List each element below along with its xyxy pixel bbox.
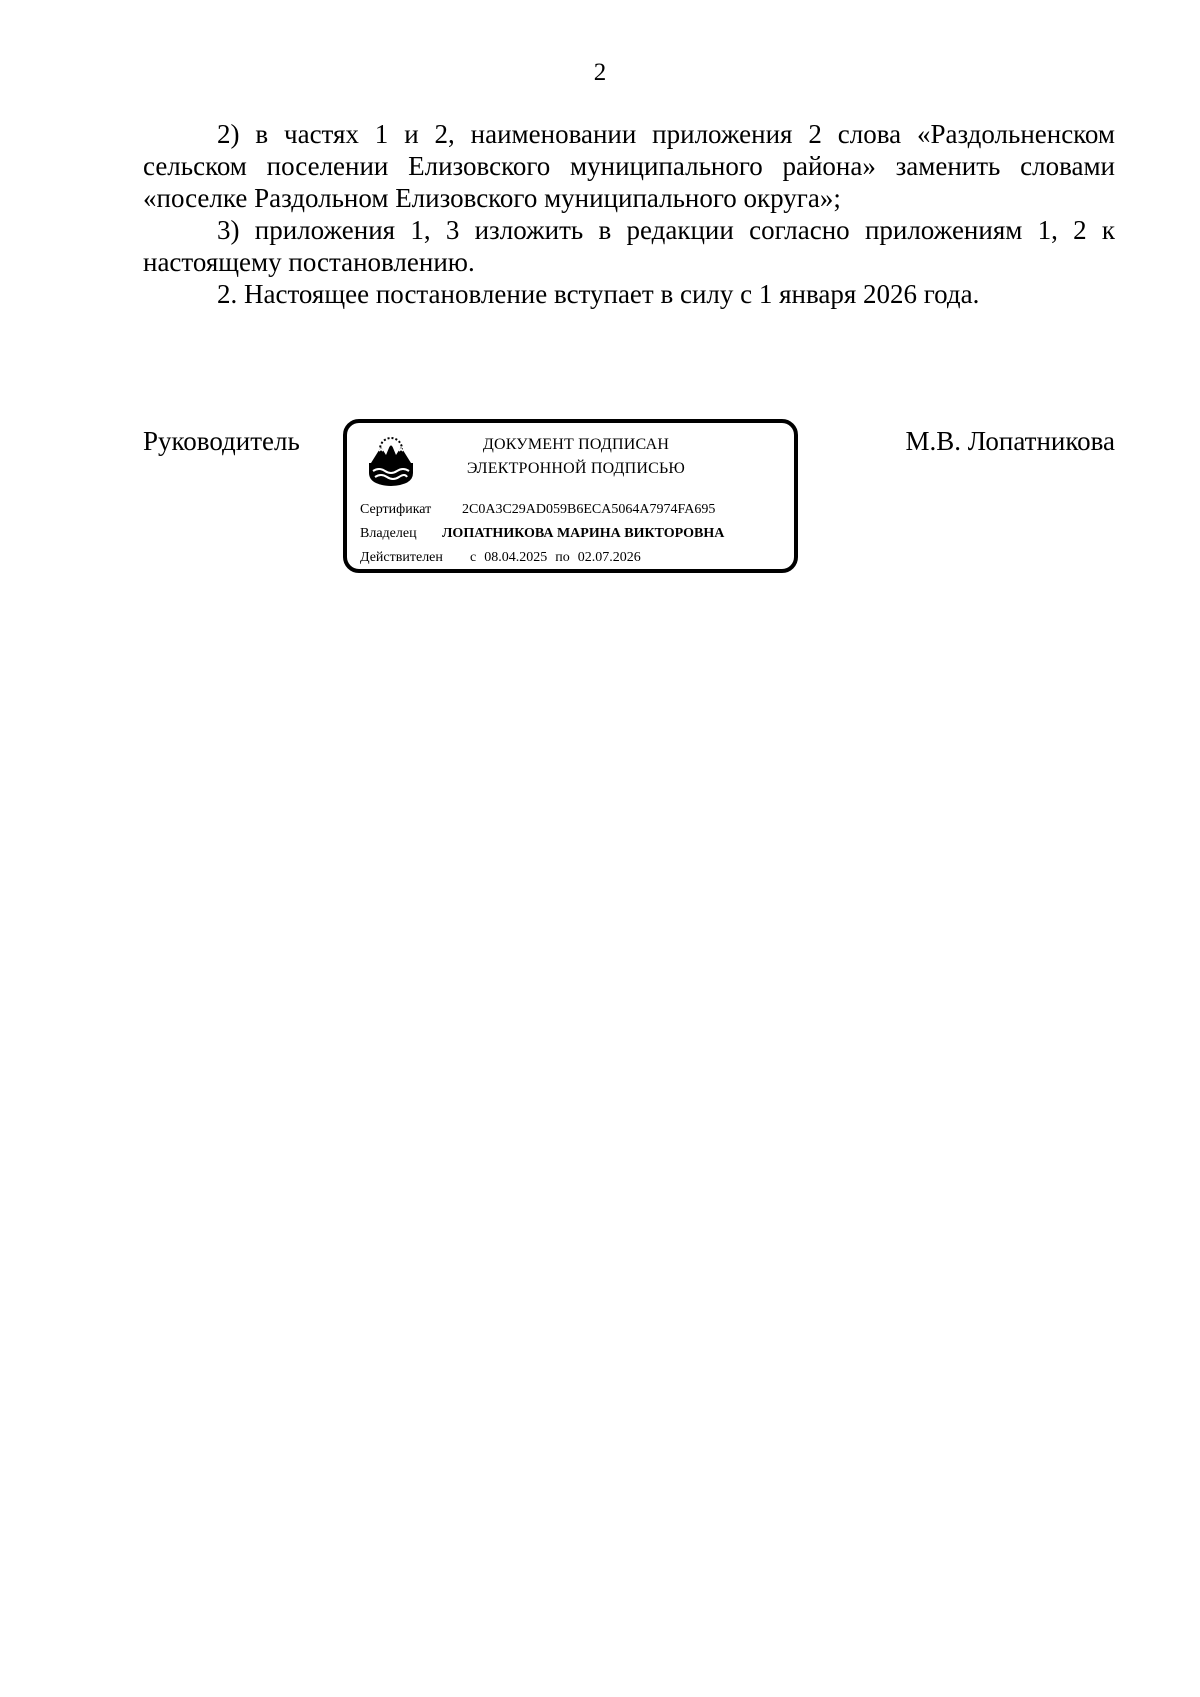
signatory-name: М.В. Лопатникова (905, 426, 1115, 456)
valid-from-date: 08.04.2025 (484, 550, 548, 565)
paragraph-amendment-3: 3) приложения 1, 3 изложить в редакции согласно приложениям 1, 2 к настоящему постановлению. (143, 215, 1115, 277)
stamp-certificate-row (360, 500, 715, 520)
stamp-title (427, 433, 725, 481)
owner-label: Владелец (360, 526, 417, 541)
electronic-signature-stamp (343, 419, 798, 573)
certificate-value: 2C0A3C29AD059B6ECA5064A7974FA695 (462, 502, 716, 517)
stamp-validity-row (360, 548, 641, 568)
paragraph-amendment-2: 2) в частях 1 и 2, наименовании приложения 2 слова «Раздольненском сельском поселении Елизовского муниципального района» заменить словами «поселке Раздольном Елизовского муниципального округа»; (143, 119, 1115, 213)
valid-to-prefix: по (555, 550, 570, 565)
valid-to-date: 02.07.2026 (577, 550, 641, 565)
valid-label: Действителен (360, 550, 443, 565)
valid-from-prefix: с (470, 550, 477, 565)
kamchatka-coat-of-arms-icon (367, 435, 415, 487)
paragraph-effective-date: 2. Настоящее постановление вступает в силу с 1 января 2026 года. (217, 279, 980, 309)
page-number: 2 (593, 59, 607, 86)
certificate-label: Сертификат (360, 502, 432, 517)
signatory-role: Руководитель (143, 426, 300, 456)
stamp-owner-row (360, 524, 724, 544)
owner-value: ЛОПАТНИКОВА МАРИНА ВИКТОРОВНА (442, 526, 725, 541)
stamp-title-line-1: ДОКУМЕНТ ПОДПИСАН (482, 436, 670, 453)
document-body (143, 118, 1115, 310)
stamp-title-line-2: ЭЛЕКТРОННОЙ ПОДПИСЬЮ (466, 460, 686, 477)
